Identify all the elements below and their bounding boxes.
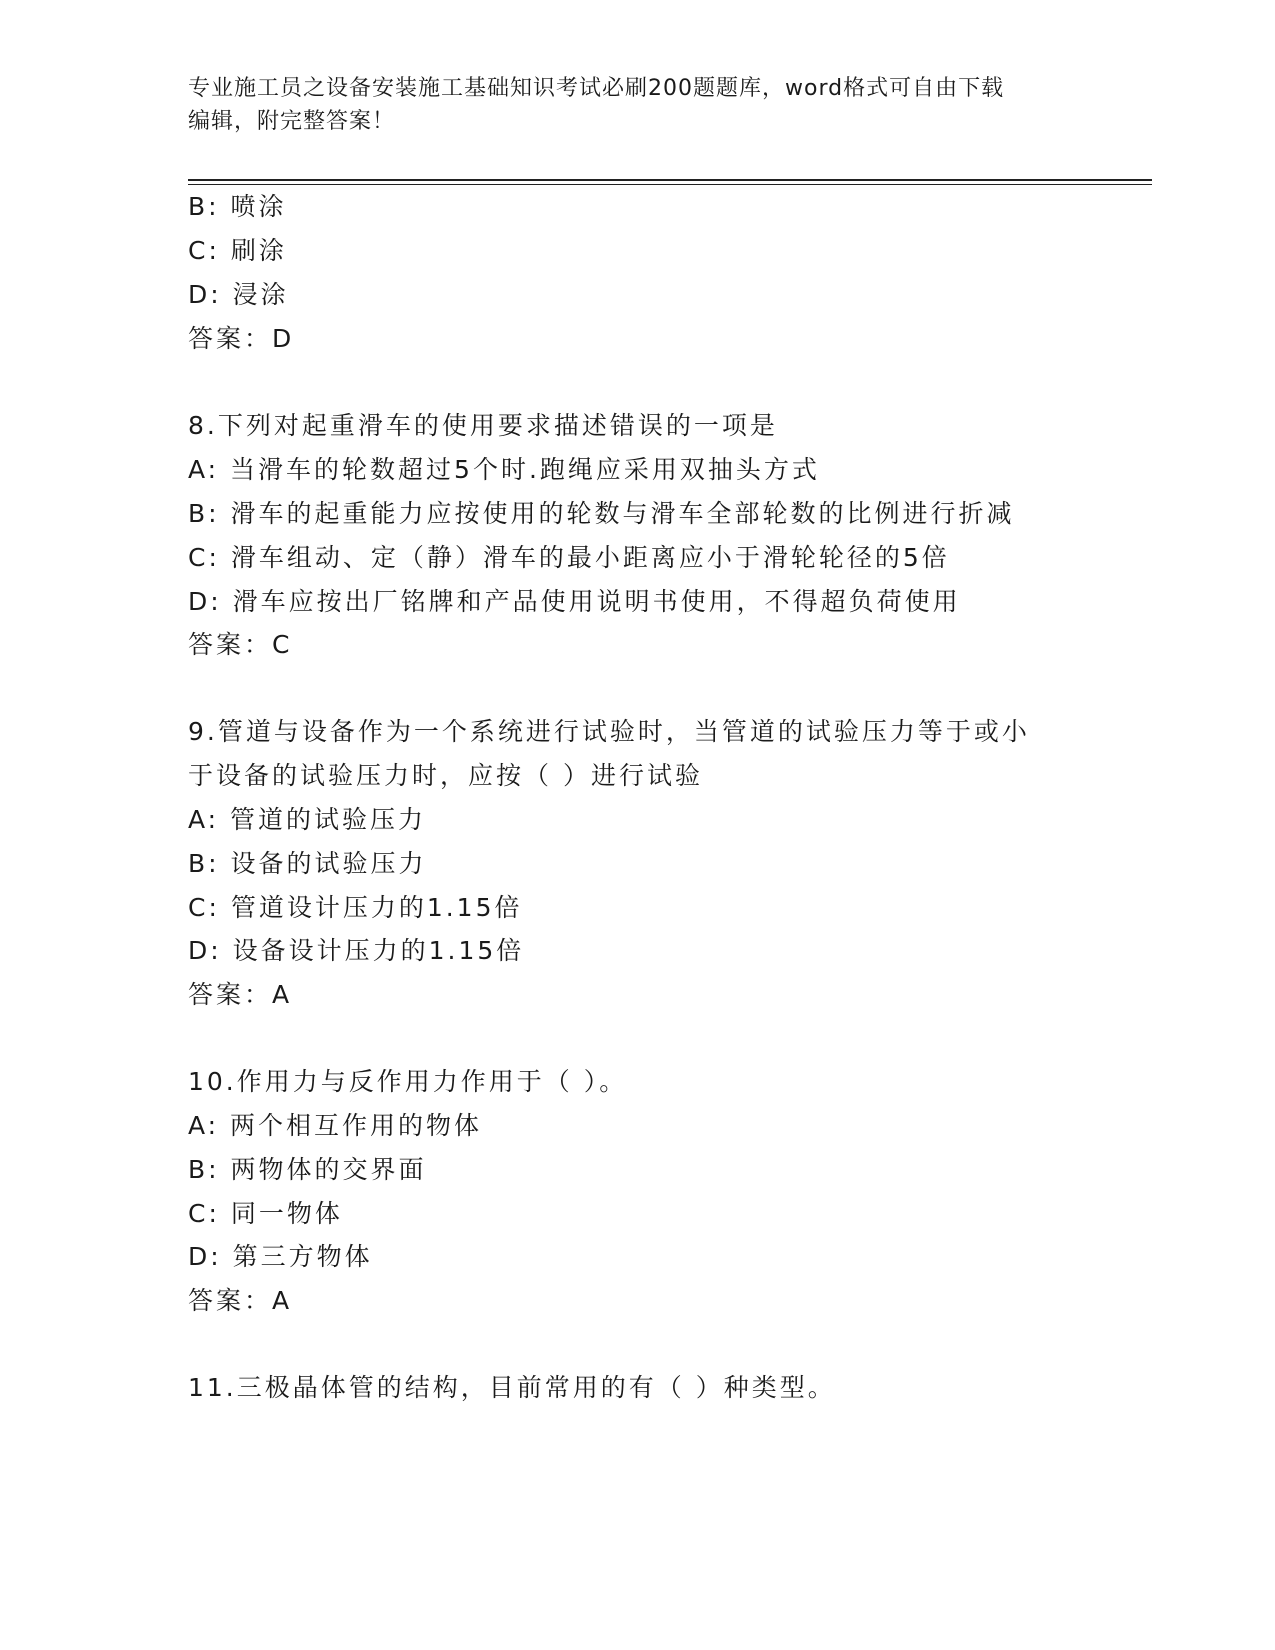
document-header (188, 72, 1068, 138)
q8-answer: 答案：C (188, 630, 293, 659)
header-title-line-2: 编辑，附完整答案！ (188, 109, 396, 134)
q8-option-d: D: 滑车应按出厂铭牌和产品使用说明书使用，不得超负荷使用 (188, 587, 961, 616)
q9-stem-line-2: 于设备的试验压力时，应按（ ）进行试验 (188, 761, 703, 790)
q9-stem-line-1: 9.管道与设备作为一个系统进行试验时，当管道的试验压力等于或小 (188, 717, 1030, 746)
q10-option-d: D: 第三方物体 (188, 1242, 373, 1271)
q10-stem: 10.作用力与反作用力作用于（ ）。 (188, 1067, 628, 1096)
q8-option-b: B: 滑车的起重能力应按使用的轮数与滑车全部轮数的比例进行折减 (188, 499, 1015, 528)
q9-option-a: A: 管道的试验压力 (188, 805, 427, 834)
q8-option-c: C: 滑车组动、定（静）滑车的最小距离应小于滑轮轮径的5倍 (188, 543, 950, 572)
q7-option-c: C: 刷涂 (188, 236, 287, 265)
header-title-line-1: 专业施工员之设备安装施工基础知识考试必刷200题题库，word格式可自由下载 (188, 76, 1005, 101)
q7-option-b: B: 喷涂 (188, 192, 287, 221)
q9-option-c: C: 管道设计压力的1.15倍 (188, 893, 523, 922)
q10-option-c: C: 同一物体 (188, 1199, 343, 1228)
q11-stem: 11.三极晶体管的结构，目前常用的有（ ）种类型。 (188, 1373, 836, 1402)
q8-option-a: A: 当滑车的轮数超过5个时.跑绳应采用双抽头方式 (188, 455, 820, 484)
header-divider-thin (188, 184, 1152, 185)
q7-option-d: D: 浸涂 (188, 280, 289, 309)
q10-option-b: B: 两物体的交界面 (188, 1155, 427, 1184)
q9-answer: 答案：A (188, 980, 293, 1009)
q10-answer: 答案：A (188, 1286, 293, 1315)
q8-stem: 8.下列对起重滑车的使用要求描述错误的一项是 (188, 411, 778, 440)
q9-option-d: D: 设备设计压力的1.15倍 (188, 936, 525, 965)
q9-option-b: B: 设备的试验压力 (188, 849, 427, 878)
q7-answer: 答案：D (188, 324, 295, 353)
header-divider-thick (188, 179, 1152, 181)
q10-option-a: A: 两个相互作用的物体 (188, 1111, 483, 1140)
